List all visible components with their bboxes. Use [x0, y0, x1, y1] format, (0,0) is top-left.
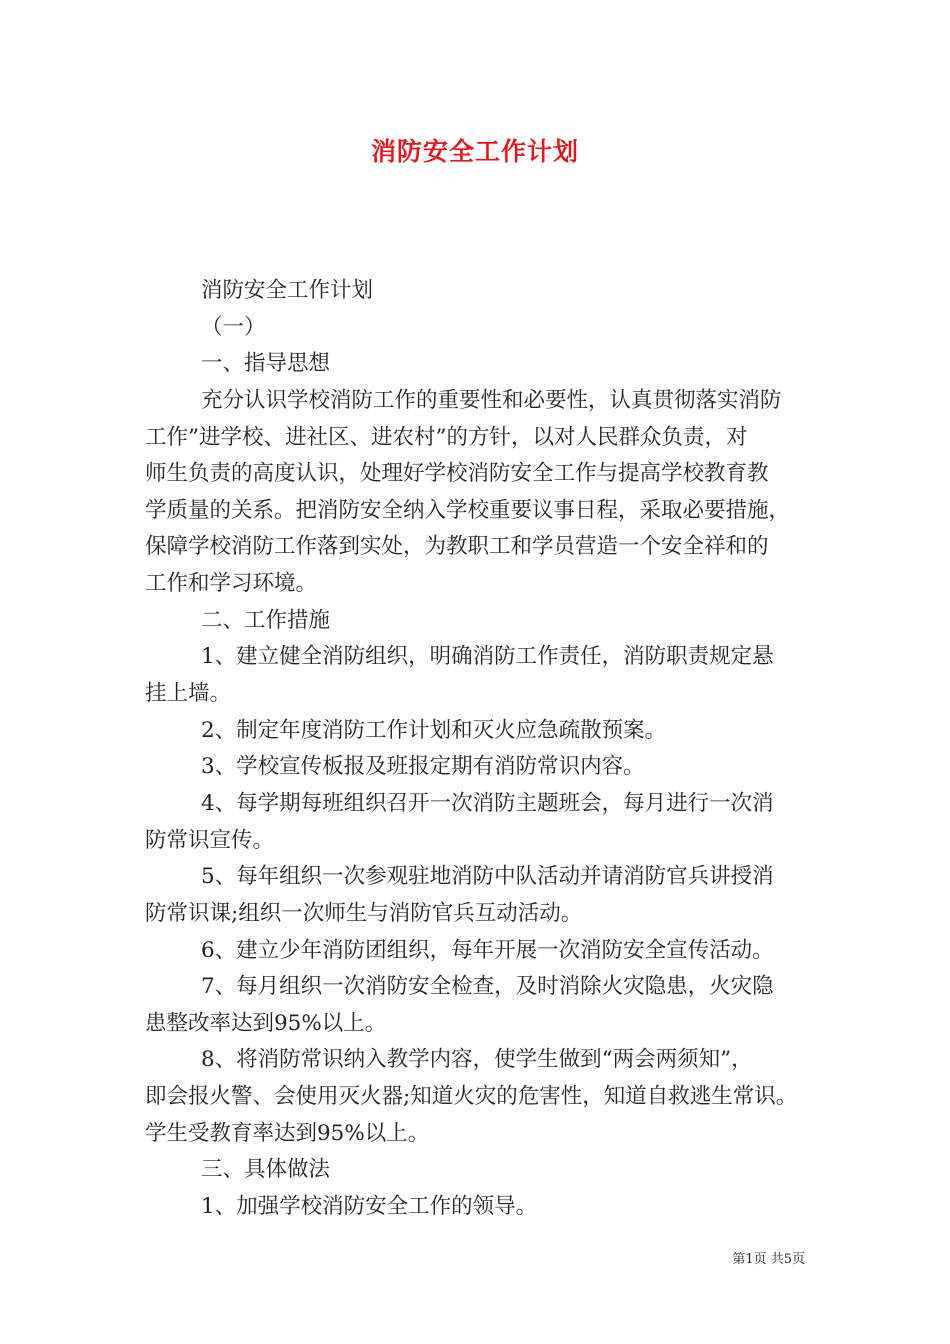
text-line: 工作”进学校、进社区、进农村”的方针，以对人民群众负责，对 [145, 424, 748, 450]
text-line: 保障学校消防工作落到实处，为教职工和学员营造一个安全祥和的 [145, 534, 769, 560]
text-line: 一、指导思想 [201, 351, 331, 377]
text-line: 患整改率达到95%以上。 [145, 1010, 387, 1036]
text-line: 防常识宣传。 [145, 827, 275, 853]
text-line: 4、每学期每班组织召开一次消防主题班会，每月进行一次消 [201, 790, 774, 816]
text-line: 3、学校宣传板报及班报定期有消防常识内容。 [201, 754, 645, 780]
document-title: 消防安全工作计划 [370, 137, 579, 166]
text-line: 消防安全工作计划 [201, 278, 374, 303]
text-line: 1、建立健全消防组织，明确消防工作责任，消防职责规定悬 [201, 644, 774, 670]
text-line: 2、制定年度消防工作计划和灭火应急疏散预案。 [201, 717, 667, 743]
page-number: 第1页 共5页 [732, 1252, 805, 1267]
text-line: 防常识课;组织一次师生与消防官兵互动活动。 [145, 900, 583, 926]
text-line: 即会报火警、会使用灭火器;知道火灾的危害性，知道自救逃生常识。 [145, 1084, 798, 1110]
text-line: 学质量的关系。把消防安全纳入学校重要议事日程，采取必要措施， [145, 497, 791, 523]
text-line: 1、加强学校消防安全工作的领导。 [201, 1194, 538, 1220]
text-line: 挂上墙。 [145, 681, 232, 707]
text-line: 二、工作措施 [201, 607, 331, 633]
text-line: 三、具体做法 [201, 1157, 331, 1183]
text-line: （一） [201, 314, 266, 340]
text-line: 师生负责的高度认识，处理好学校消防安全工作与提高学校教育教 [145, 461, 769, 487]
text-line: 7、每月组织一次消防安全检查，及时消除火灾隐患，火灾隐 [201, 974, 774, 1000]
text-line: 充分认识学校消防工作的重要性和必要性，认真贯彻落实消防 [201, 387, 782, 413]
text-line: 工作和学习环境。 [145, 571, 318, 597]
document-body [145, 273, 825, 1226]
text-line: 5、每年组织一次参观驻地消防中队活动并请消防官兵讲授消 [201, 864, 774, 890]
text-line: 8、将消防常识纳入教学内容，使学生做到“两会两须知”， [201, 1047, 753, 1073]
text-line: 6、建立少年消防团组织，每年开展一次消防安全宣传活动。 [201, 937, 774, 963]
text-line: 学生受教育率达到95%以上。 [145, 1120, 430, 1146]
